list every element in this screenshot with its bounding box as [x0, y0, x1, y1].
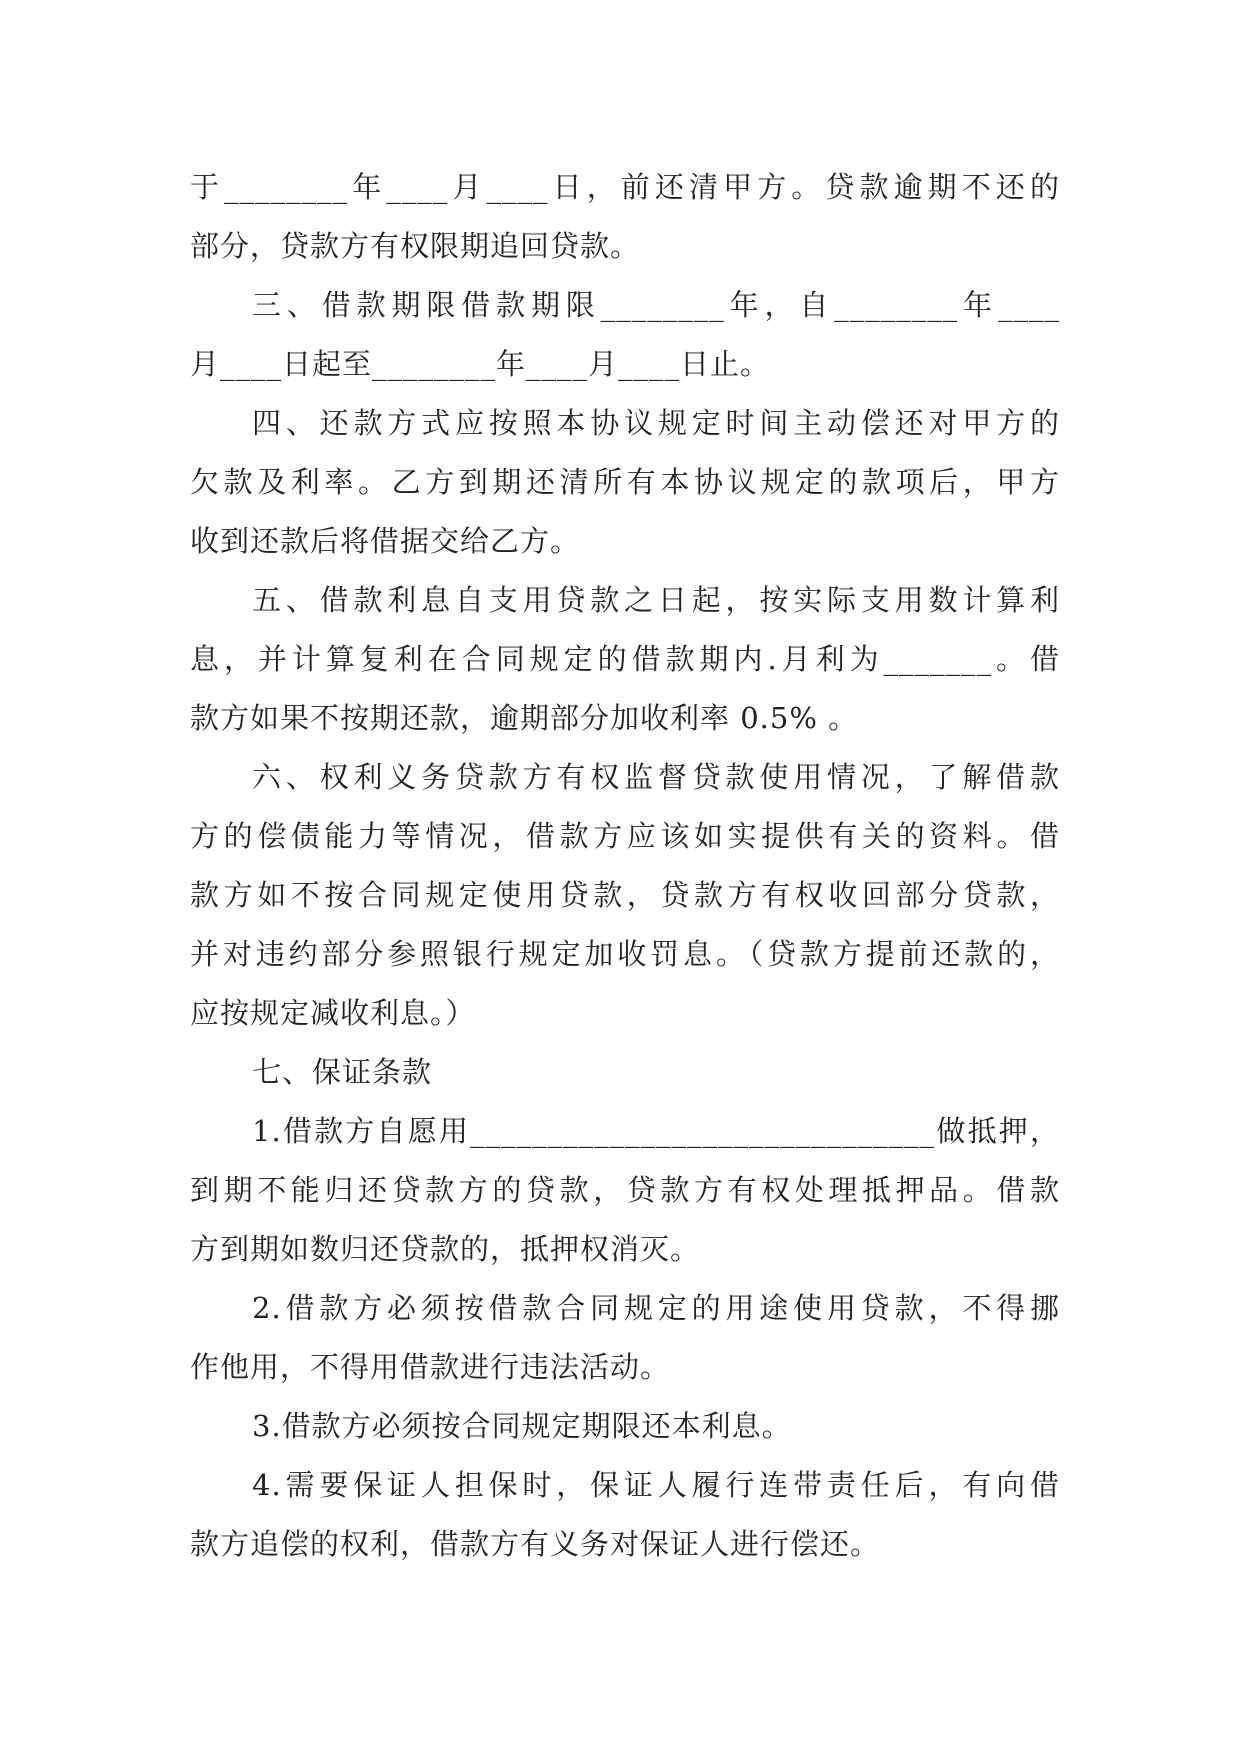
text-line: 方的偿债能力等情况，借款方应该如实提供有关的资料。借	[190, 819, 1060, 853]
text-line: 月____日起至________年____月____日止。	[190, 347, 771, 381]
text-line: 款方如果不按期还款，逾期部分加收利率 0.5% 。	[190, 701, 859, 735]
text-line: 1.借款方自愿用______________________________做抵押，	[252, 1114, 1060, 1148]
document-body	[190, 158, 1060, 1574]
text-line: 息，并计算复利在合同规定的借款期内.月利为_______。借	[190, 642, 1060, 676]
text-line: 收到还款后将借据交给乙方。	[190, 524, 581, 558]
text-line: 2.借款方必须按借款合同规定的用途使用贷款，不得挪	[252, 1291, 1060, 1325]
text-line: 四、还款方式应按照本协议规定时间主动偿还对甲方的	[252, 406, 1060, 440]
text-line: 于________年____月____日，前还清甲方。贷款逾期不还的	[190, 170, 1060, 204]
text-line: 并对违约部分参照银行规定加收罚息。（贷款方提前还款的，	[190, 937, 1060, 971]
text-line: 到期不能归还贷款方的贷款，贷款方有权处理抵押品。借款	[190, 1173, 1060, 1207]
text-line: 五、借款利息自支用贷款之日起，按实际支用数计算利	[252, 583, 1060, 617]
text-line: 款方追偿的权利，借款方有义务对保证人进行偿还。	[190, 1527, 881, 1561]
text-line: 3.借款方必须按合同规定期限还本利息。	[252, 1409, 792, 1443]
text-line: 应按规定减收利息。）	[190, 996, 476, 1030]
text-line: 方到期如数归还贷款的，抵押权消灭。	[190, 1232, 701, 1266]
text-line: 七、保证条款	[252, 1055, 433, 1089]
text-line: 部分，贷款方有权限期追回贷款。	[190, 229, 641, 263]
text-line: 4.需要保证人担保时，保证人履行连带责任后，有向借	[252, 1468, 1060, 1502]
text-line: 六、权利义务贷款方有权监督贷款使用情况，了解借款	[252, 760, 1060, 794]
text-line: 三、借款期限借款期限________年，自________年____	[252, 288, 1060, 322]
text-line: 款方如不按合同规定使用贷款，贷款方有权收回部分贷款，	[190, 878, 1060, 912]
text-line: 作他用，不得用借款进行违法活动。	[190, 1350, 671, 1384]
text-line: 欠款及利率。乙方到期还清所有本协议规定的款项后，甲方	[190, 465, 1060, 499]
